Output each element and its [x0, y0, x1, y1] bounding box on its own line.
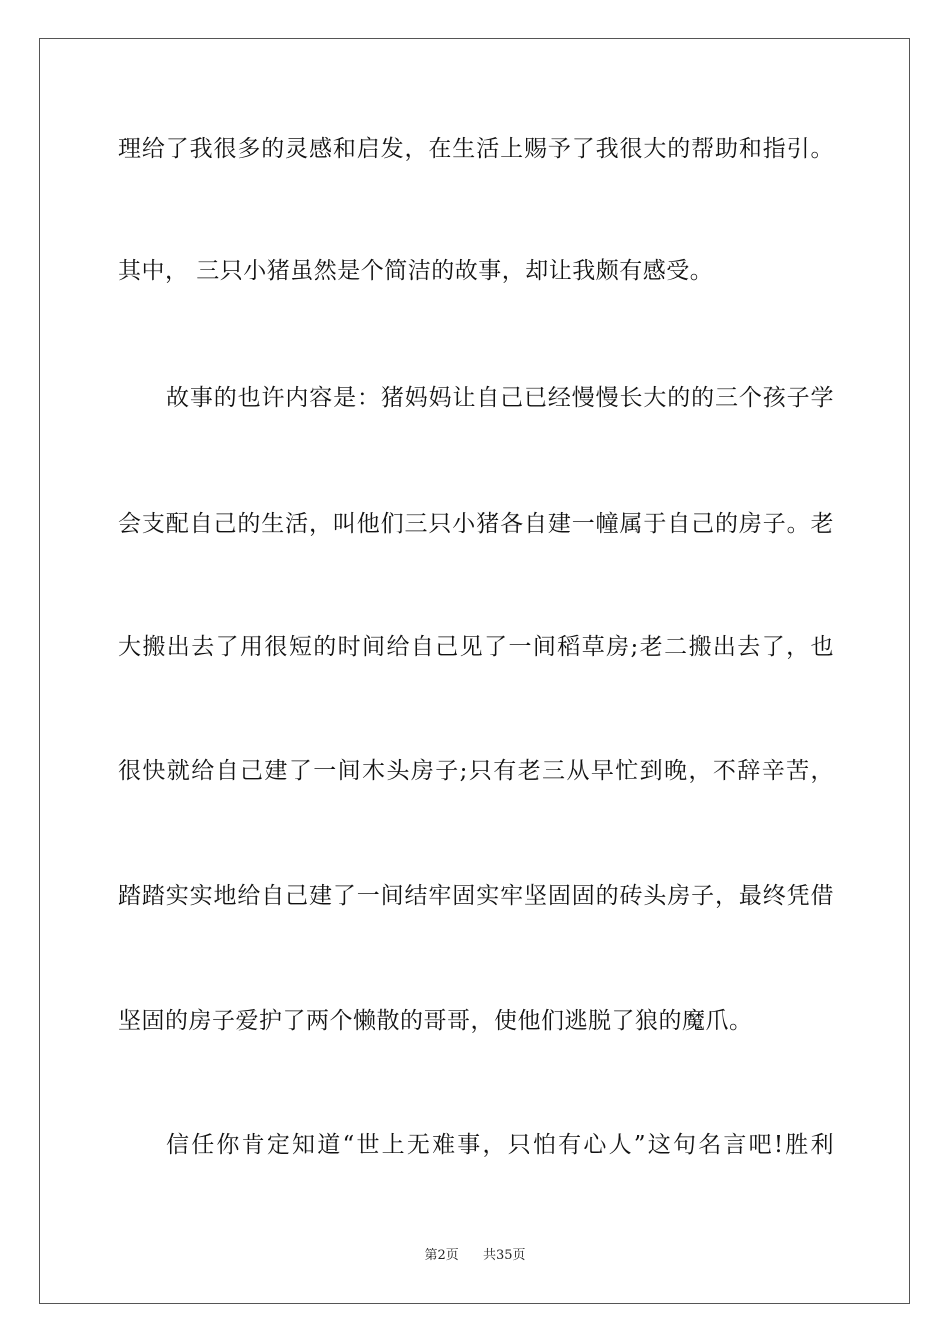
text-line: 会支配自己的生活，叫他们三只小猪各自建一幢属于自己的房子。老 — [118, 511, 834, 537]
paragraph-start-line: 故事的也许内容是：猪妈妈让自己已经慢慢长大的的三个孩子学 — [166, 385, 834, 411]
text-line: 很快就给自己建了一间木头房子;只有老三从早忙到晚，不辞辛苦， — [118, 758, 834, 784]
paragraph-start-line: 信任你肯定知道“世上无难事，只怕有心人”这句名言吧!胜利 — [166, 1132, 834, 1158]
text-line: 坚固的房子爱护了两个懒散的哥哥，使他们逃脱了狼的魔爪。 — [118, 1008, 753, 1034]
text-line: 理给了我很多的灵感和启发，在生活上赐予了我很大的帮助和指引。 — [118, 136, 834, 162]
page-number: 第2页 — [424, 1248, 459, 1263]
text-line: 大搬出去了用很短的时间给自己见了一间稻草房;老二搬出去了，也 — [118, 634, 834, 660]
page-footer — [0, 1248, 950, 1264]
text-line: 其中， 三只小猪虽然是个简洁的故事，却让我颇有感受。 — [118, 258, 714, 284]
page-frame — [39, 38, 910, 1304]
text-line: 踏踏实实地给自己建了一间结牢固实牢坚固固的砖头房子，最终凭借 — [118, 883, 834, 909]
page-total: 共35页 — [483, 1248, 526, 1263]
